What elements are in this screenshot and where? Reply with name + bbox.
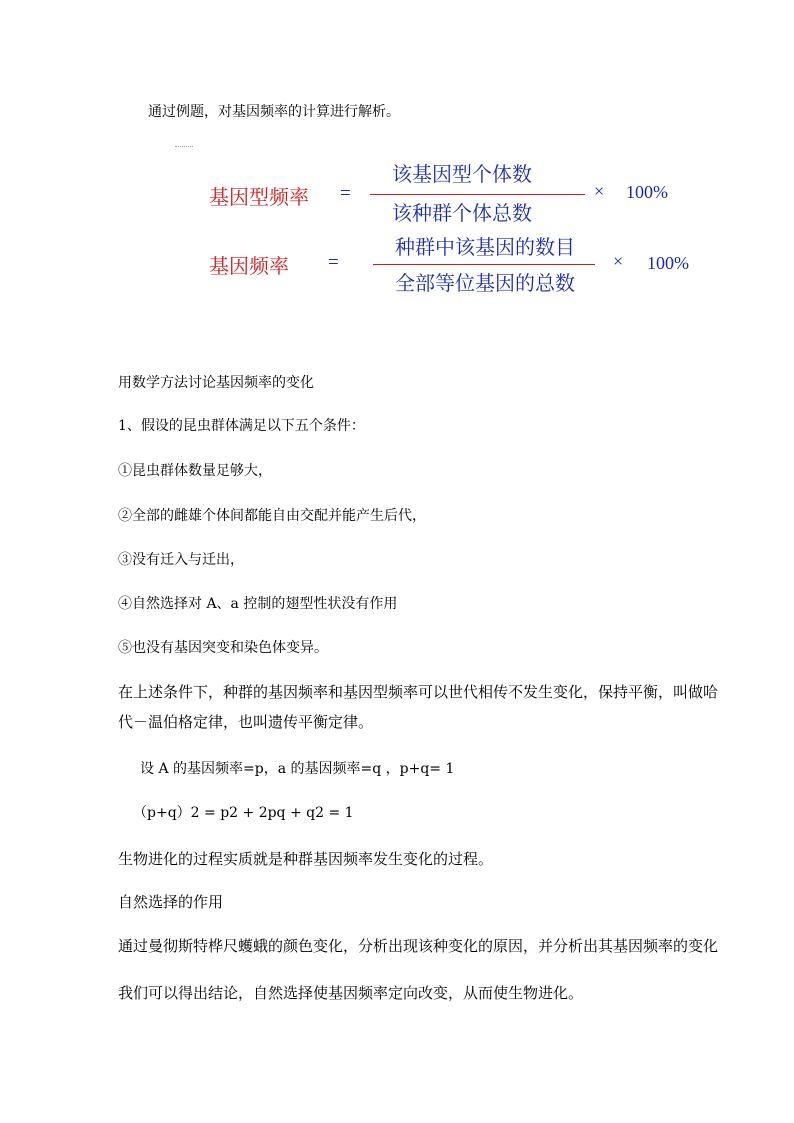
condition-3: ③没有迁入与迁出， xyxy=(118,552,244,568)
equation-line: （p+q）2 = p2 + 2pq + q2 = 1 xyxy=(133,805,354,821)
fraction-line xyxy=(370,194,585,195)
times-sign: × xyxy=(613,251,624,271)
paragraph: 生物进化的过程实质就是种群基因频率发生变化的过程。 xyxy=(118,850,494,868)
conditions-intro: 1、假设的昆虫群体满足以下五个条件： xyxy=(118,418,365,434)
formula-numerator: 种群中该基因的数目 xyxy=(395,235,575,259)
condition-1: ①昆虫群体数量足够大， xyxy=(118,463,272,479)
percent-value: 100% xyxy=(626,182,668,202)
section-heading: 自然选择的作用 xyxy=(118,893,224,911)
formula-denominator: 该种群个体总数 xyxy=(392,201,532,225)
formula-denominator: 全部等位基因的总数 xyxy=(395,271,575,295)
section-heading: 用数学方法讨论基因频率的变化 xyxy=(118,375,314,391)
equation-line: 设 A 的基因频率=p，a 的基因频率=q ，p+q= 1 xyxy=(140,761,455,777)
formula-numerator: 该基因型个体数 xyxy=(392,162,532,186)
formula-equals: = xyxy=(340,183,351,204)
paragraph-line: 代－温伯格定律，也叫遗传平衡定律。 xyxy=(118,713,374,731)
formula-equals: = xyxy=(328,252,339,273)
formula-label: 基因频率 xyxy=(209,254,289,278)
percent-value: 100% xyxy=(647,253,689,273)
paragraph: 通过曼彻斯特桦尺蠖蛾的颜色变化，分析出现该种变化的原因，并分析出其基因频率的变化 xyxy=(118,937,719,955)
paragraph: 我们可以得出结论，自然选择使基因频率定向改变，从而使生物进化。 xyxy=(118,984,584,1002)
intro-text: 通过例题，对基因频率的计算进行解析。 xyxy=(148,104,400,120)
condition-2: ②全部的雌雄个体间都能自由交配并能产生后代， xyxy=(118,508,426,524)
fraction-line xyxy=(373,264,595,265)
decorative-mark xyxy=(175,146,193,149)
condition-4: ④自然选择对 A、a 控制的翅型性状没有作用 xyxy=(118,596,398,612)
times-sign: × xyxy=(594,181,605,201)
formula-label: 基因型频率 xyxy=(209,185,309,209)
condition-5: ⑤也没有基因突变和染色体变异。 xyxy=(118,640,328,656)
paragraph-line: 在上述条件下，种群的基因频率和基因型频率可以世代相传不发生变化，保持平衡，叫做哈 xyxy=(118,683,719,701)
